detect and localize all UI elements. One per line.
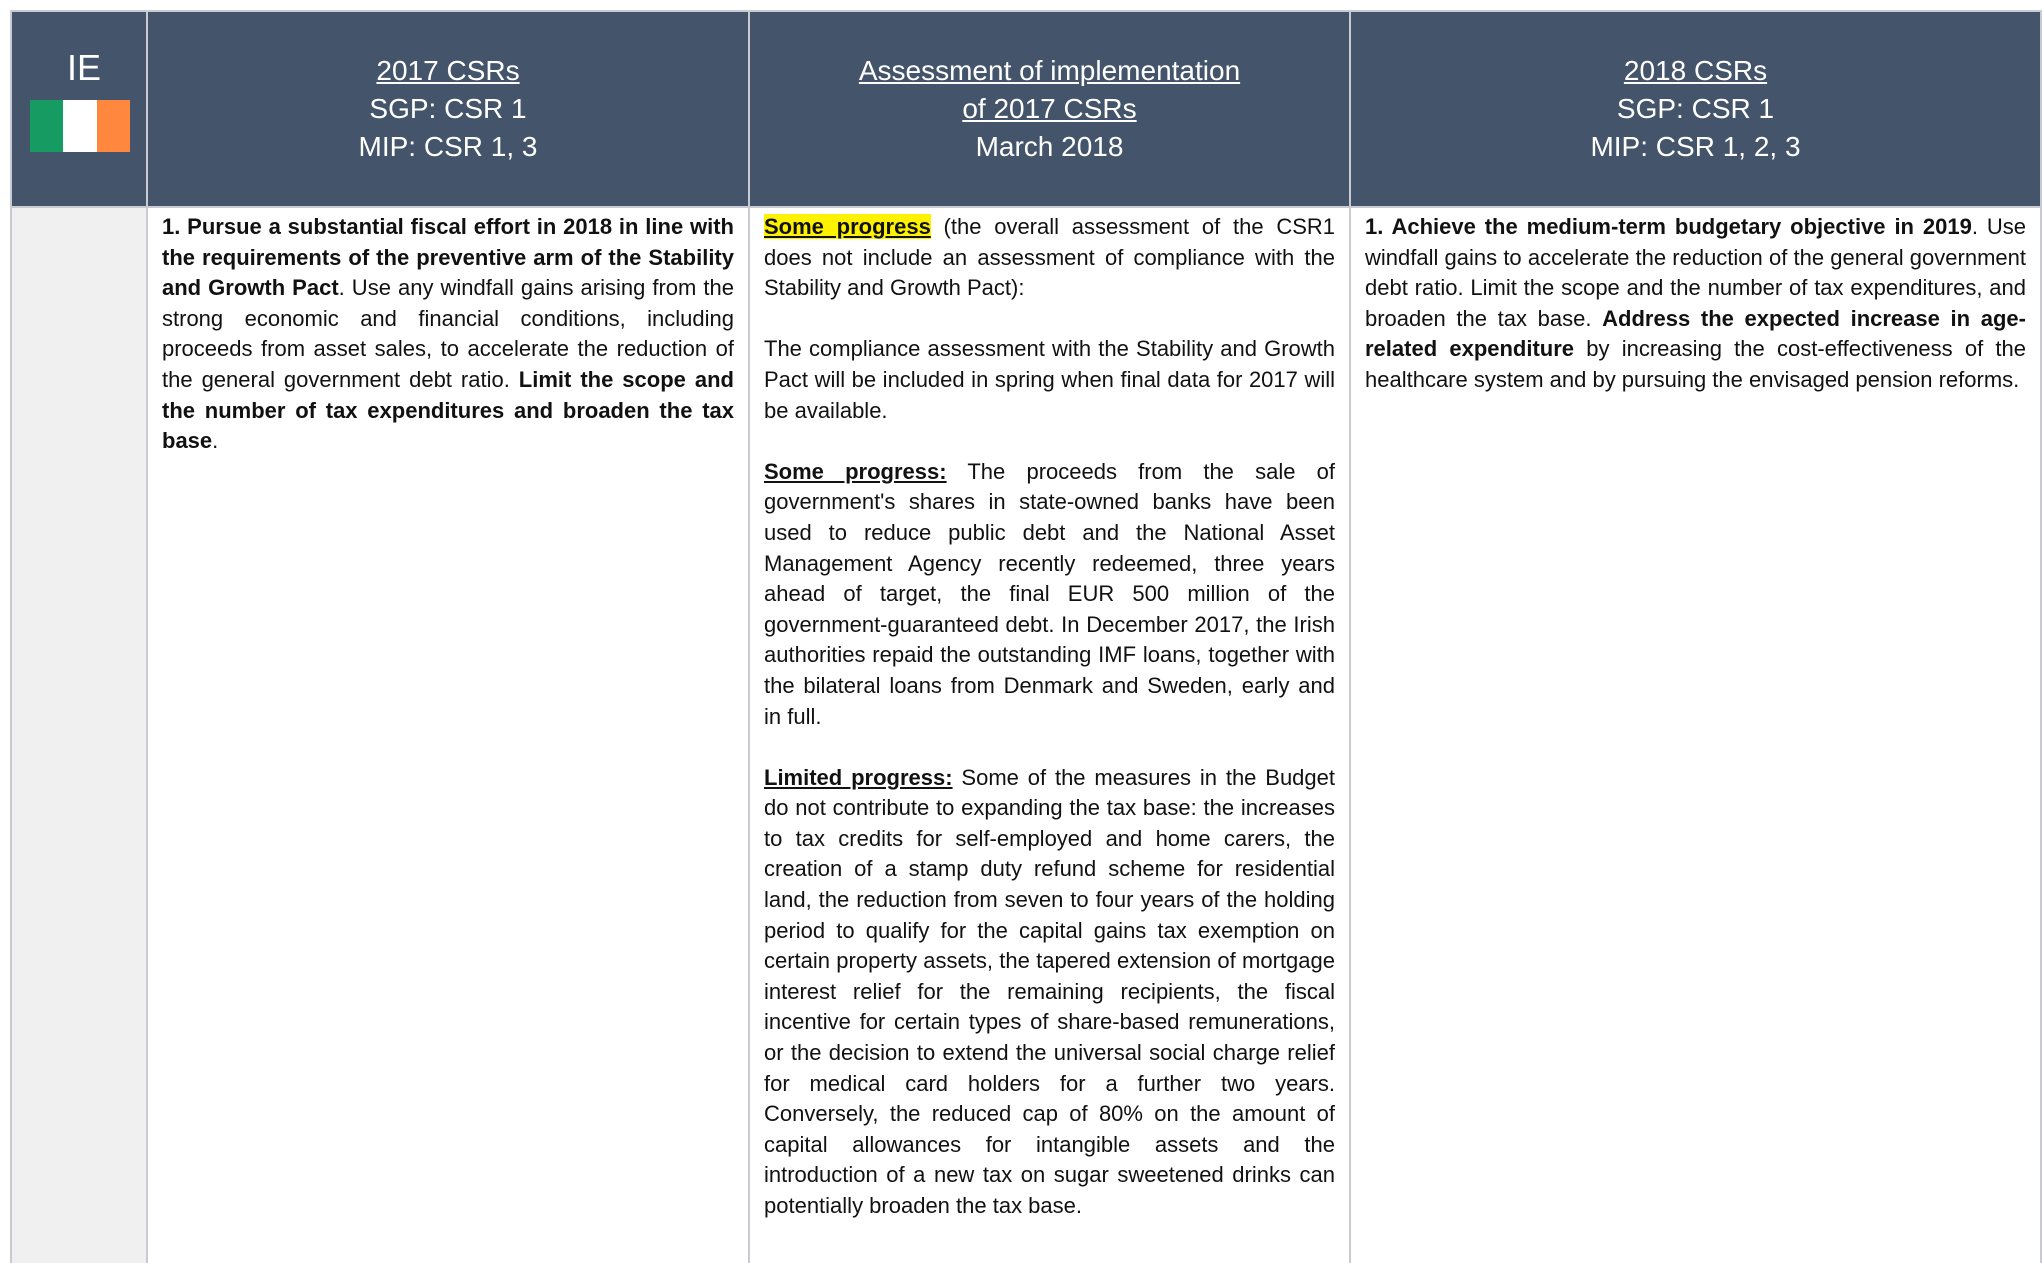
country-header-cell — [11, 11, 147, 207]
header-2017-csrs-title: 2017 CSRs — [376, 55, 520, 86]
csr-2018-text-2: by increasing the cost-effectiveness of the healthcare system and by pursuing the envisaged pension reforms. — [1365, 336, 2026, 392]
assessment-cell — [749, 207, 1350, 1263]
assessment-overall-text: (the overall assessment of the CSR1 does not include an assessment of compliance with the Stability and Growth Pact): — [764, 214, 1336, 301]
assessment-tax-label: Limited progress: — [764, 764, 953, 790]
header-2017-mip: MIP: CSR 1, 3 — [358, 131, 538, 162]
csr-2017-text — [162, 212, 734, 457]
csr-2018-cell — [1350, 207, 2041, 1263]
csr-2017-bold-1: 1. Pursue a substantial fiscal effort in 2018 in line with the requirements of the preventive arm of the Stability and Growth Pact — [162, 214, 734, 301]
assessment-overall-label: Some progress — [764, 214, 931, 239]
csr-2018-bold-1: 1. Achieve the medium-term budgetary objective in 2019 — [1365, 214, 1972, 239]
csr-2018-text-1: . Use windfall gains to accelerate the reduction of the general government debt ratio. Limit the scope and the number of tax expenditures, and broaden the tax base. — [1365, 214, 2026, 331]
header-2017-sgp: SGP: CSR 1 — [369, 93, 527, 124]
header-2018-mip: MIP: CSR 1, 2, 3 — [1590, 131, 1801, 162]
csr-table — [10, 10, 2042, 1263]
country-code: IE — [67, 47, 102, 88]
header-assessment-title-line1: Assessment of implementation — [858, 55, 1241, 86]
csr-2017-cell — [147, 207, 749, 1263]
header-assessment — [749, 11, 1350, 207]
csr-2017-bold-2: Limit the scope and the number of tax expenditures and broaden the tax base — [162, 366, 734, 454]
csr-2018-text — [1365, 212, 2026, 396]
csr-2017-text-1: . Use any windfall gains arising from the strong economic and financial conditions, including proceeds from asset sales, to accelerate the reduction of the general government debt ratio. — [162, 275, 734, 392]
header-2018-sgp: SGP: CSR 1 — [1616, 93, 1775, 124]
header-assessment-date: March 2018 — [975, 131, 1124, 162]
body-row — [11, 207, 2041, 1263]
assessment-paragraph-4 — [764, 763, 1335, 1222]
assessment-paragraph-2: The compliance assessment with the Stability and Growth Pact will be included in spring when final data for 2017 will be available. — [764, 336, 1335, 423]
flag-stripe-orange — [97, 100, 130, 152]
csr-2018-bold-2: Address the expected increase in age-related expenditure — [1365, 305, 2026, 362]
country-body-cell — [11, 207, 147, 1263]
csr-2017-text-2: . — [212, 428, 219, 454]
header-assessment-title-line2: of 2017 CSRs — [962, 93, 1137, 124]
flag-stripe-green — [30, 100, 63, 152]
header-2018-csrs-title: 2018 CSRs — [1623, 55, 1768, 86]
ireland-flag-icon — [30, 100, 130, 152]
assessment-tax-text: Some of the measures in the Budget do not contribute to expanding the tax base: the increases to tax credits for self-employed and home carers, the creation of a stamp duty refund scheme for residential land, the reduction from seven to four years of the holding period to qualify for the capital gains tax exemption on certain property assets, the tapered extension of mortgage interest relief for the remaining recipients, the fiscal incentive for certain types of share-based remunerations, or the decision to extend the universal social charge relief for medical card holders for a further two years. Conversely, the reduced cap of 80% on the amount of capital allowances for intangible assets and the introduction of a new tax on sugar sweetened drinks can potentially broaden the tax base. — [764, 764, 1335, 1218]
assessment-debt-text: The proceeds from the sale of government's shares in state-owned banks have been used to reduce public debt and the National Asset Management Agency recently redeemed, three years ahead of target, the final EUR 500 million of the government-guaranteed debt. In December 2017, the Irish authorities repaid the outstanding IMF loans, together with the bilateral loans from Denmark and Sweden, early and in full. — [764, 458, 1335, 729]
assessment-debt-label: Some progress: — [764, 458, 947, 484]
header-2017-csrs — [147, 11, 749, 207]
flag-stripe-white — [63, 100, 96, 152]
assessment-paragraph-1 — [764, 212, 1335, 304]
assessment-paragraph-3 — [764, 457, 1335, 732]
header-row — [11, 11, 2041, 207]
header-2018-csrs — [1350, 11, 2041, 207]
